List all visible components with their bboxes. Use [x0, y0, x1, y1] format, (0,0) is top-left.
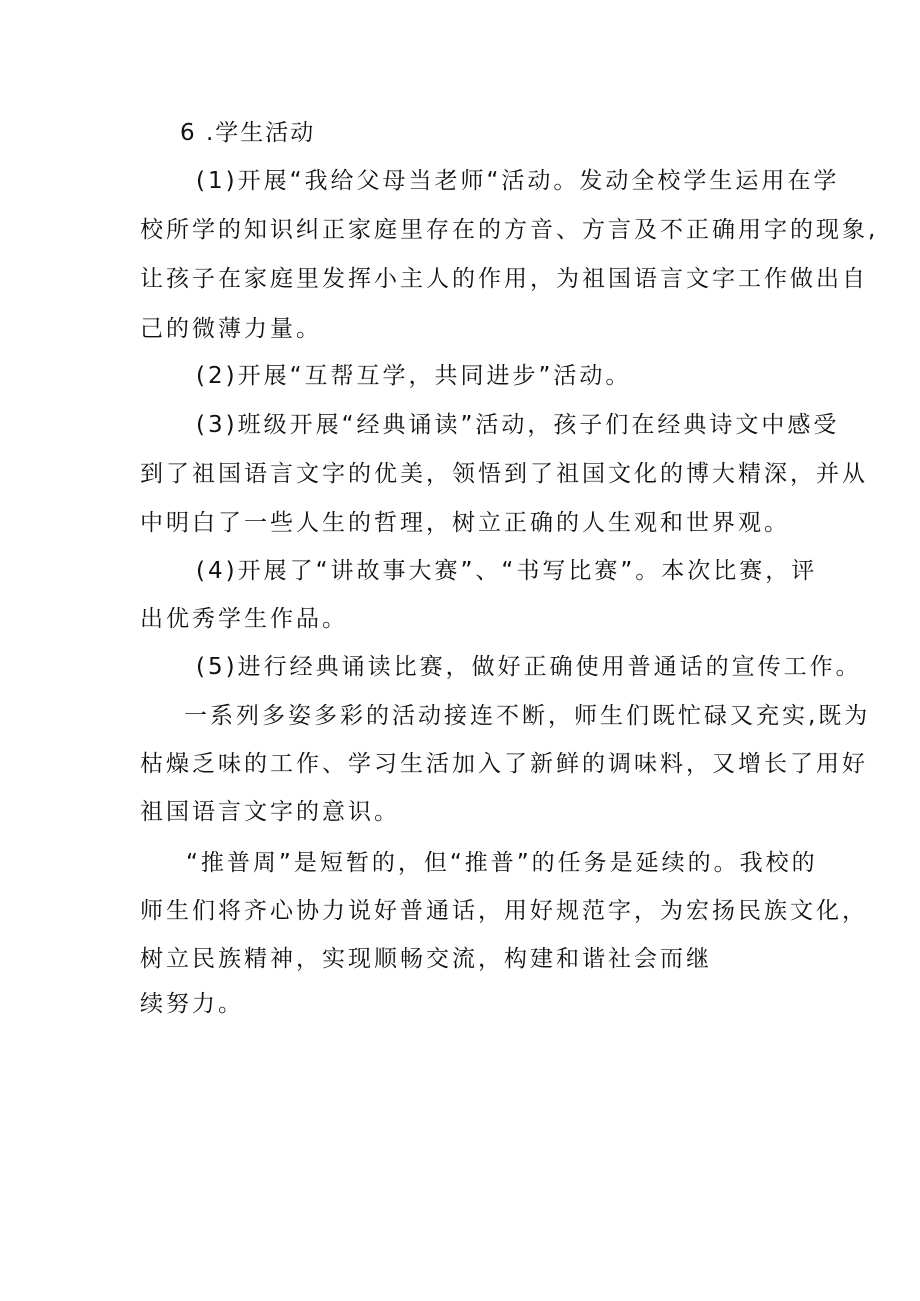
text-line: 让孩子在家庭里发挥小主人的作用，为祖国语言文字工作做出自: [140, 266, 868, 292]
text-line: (5)进行经典诵读比赛，做好正确使用普通话的宣传工作。: [196, 654, 862, 680]
text-line: 到了祖国语言文字的优美，领悟到了祖国文化的博大精深，并从: [140, 461, 868, 487]
text-line: (3)班级开展“经典诵读”活动，孩子们在经典诗文中感受: [196, 412, 840, 438]
text-line: 师生们将齐心协力说好普通话，用好规范字，为宏扬民族文化，: [140, 898, 868, 924]
text-line: (1)开展“我给父母当老师“活动。发动全校学生运用在学: [196, 168, 840, 194]
text-line: 一系列多姿多彩的活动接连不断，师生们既忙碌又充实,既为: [184, 703, 871, 729]
text-line: 中明白了一些人生的哲理，树立正确的人生观和世界观。: [140, 510, 790, 536]
text-line: 枯燥乏味的工作、学习生活加入了新鲜的调味料，又增长了用好: [140, 751, 868, 777]
text-line: 己的微薄力量。: [140, 316, 322, 342]
text-line: 校所学的知识纠正家庭里存在的方音、方言及不正确用字的现象,: [140, 217, 879, 243]
text-line: (2)开展“互帮互学，共同进步”活动。: [196, 363, 632, 389]
text-line: 出优秀学生作品。: [140, 606, 348, 632]
text-line: “推普周”是短暂的，但“推普”的任务是延续的。我校的: [186, 850, 818, 876]
text-line: 树立民族精神，实现顺畅交流，构建和谐社会而继: [140, 946, 712, 972]
text-line: 祖国语言文字的意识。: [140, 799, 400, 825]
text-line: (4)开展了“讲故事大赛”、“书写比赛”。本次比赛，评: [196, 558, 818, 584]
text-line: 续努力。: [140, 991, 244, 1017]
section-heading: 6 .学生活动: [180, 120, 316, 146]
